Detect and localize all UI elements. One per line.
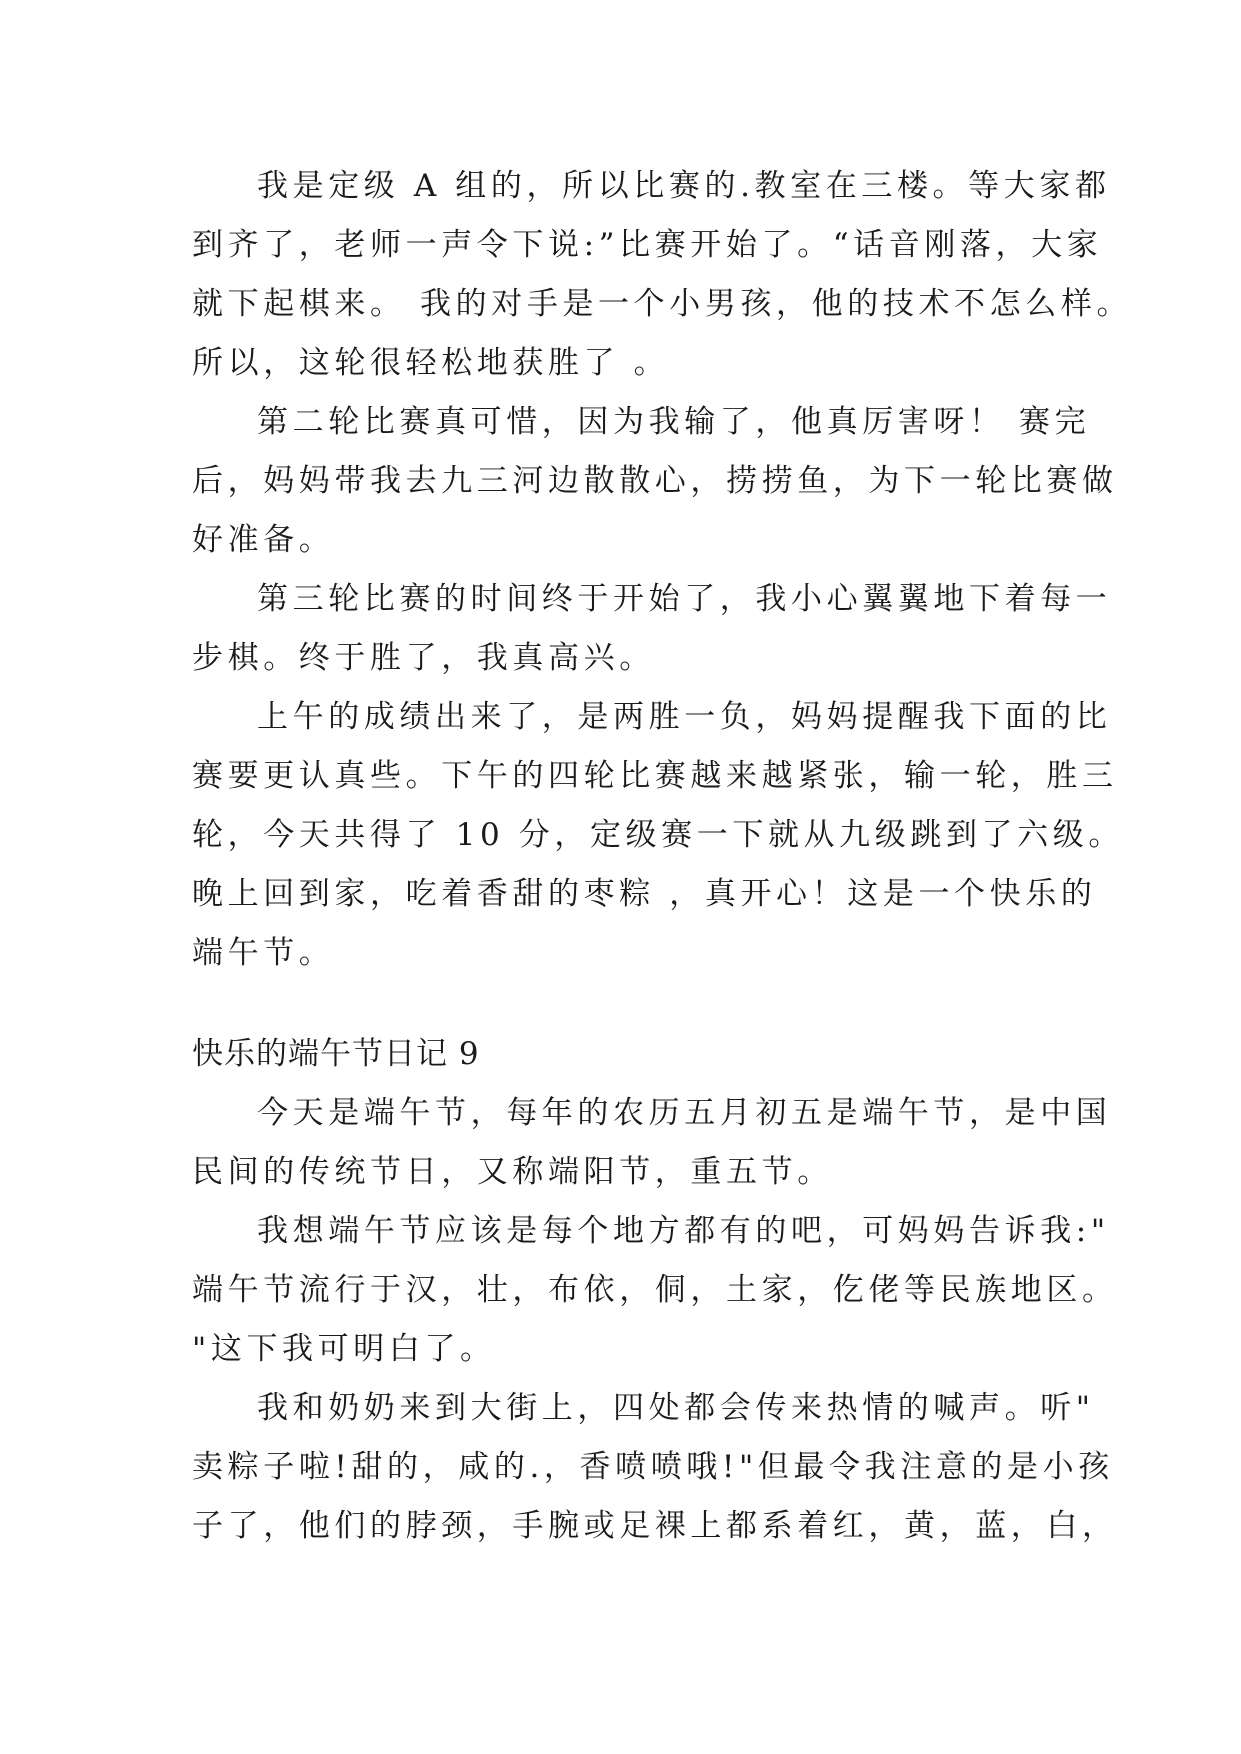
- paragraph-line: 好准备。: [192, 522, 335, 558]
- paragraph-line: 上午的成绩出来了，是两胜一负，妈妈提醒我下面的比: [257, 699, 1112, 735]
- paragraph-line: 到齐了，老师一声令下说:”比赛开始了。“话音刚落，大家: [192, 227, 1103, 263]
- paragraph-line: 民间的传统节日，又称端阳节，重五节。: [192, 1154, 833, 1190]
- paragraph-line: 第二轮比赛真可惜，因为我输了，他真厉害呀！ 赛完: [257, 404, 1091, 440]
- paragraph-line: 步棋。终于胜了，我真高兴。: [192, 640, 655, 676]
- paragraph-line: 晚上回到家，吃着香甜的枣粽 ，真开心！这是一个快乐的: [192, 876, 1097, 912]
- paragraph-line: 赛要更认真些。下午的四轮比赛越来越紧张，输一轮，胜三: [192, 758, 1118, 794]
- section-title: 快乐的端午节日记 9: [192, 1036, 480, 1072]
- paragraph-line: 我是定级 A 组的，所以比赛的.教室在三楼。等大家都: [257, 168, 1111, 204]
- paragraph-line: 卖粽子啦!甜的，咸的.，香喷喷哦!"但最令我注意的是小孩: [192, 1449, 1114, 1485]
- paragraph-line: 子了，他们的脖颈，手腕或足裸上都系着红，黄，蓝，白，: [192, 1508, 1118, 1544]
- paragraph-line: 就下起棋来。 我的对手是一个小男孩，他的技术不怎么样。: [192, 286, 1133, 322]
- paragraph-line: 我想端午节应该是每个地方都有的吧，可妈妈告诉我:": [257, 1213, 1110, 1249]
- paragraph-line: 端午节。: [192, 935, 335, 971]
- paragraph-line: "这下我可明白了。: [192, 1331, 496, 1367]
- paragraph-line: 所以，这轮很轻松地获胜了 。: [192, 345, 670, 381]
- paragraph-line: 轮，今天共得了 10 分，定级赛一下就从九级跳到了六级。: [192, 817, 1124, 853]
- paragraph-line: 今天是端午节，每年的农历五月初五是端午节，是中国: [257, 1095, 1112, 1131]
- paragraph-line: 我和奶奶来到大街上，四处都会传来热情的喊声。听": [257, 1390, 1095, 1426]
- paragraph-line: 第三轮比赛的时间终于开始了，我小心翼翼地下着每一: [257, 581, 1112, 617]
- paragraph-line: 后，妈妈带我去九三河边散散心，捞捞鱼，为下一轮比赛做: [192, 463, 1118, 499]
- paragraph-line: 端午节流行于汉，壮，布依，侗，土家，仡佬等民族地区。: [192, 1272, 1118, 1308]
